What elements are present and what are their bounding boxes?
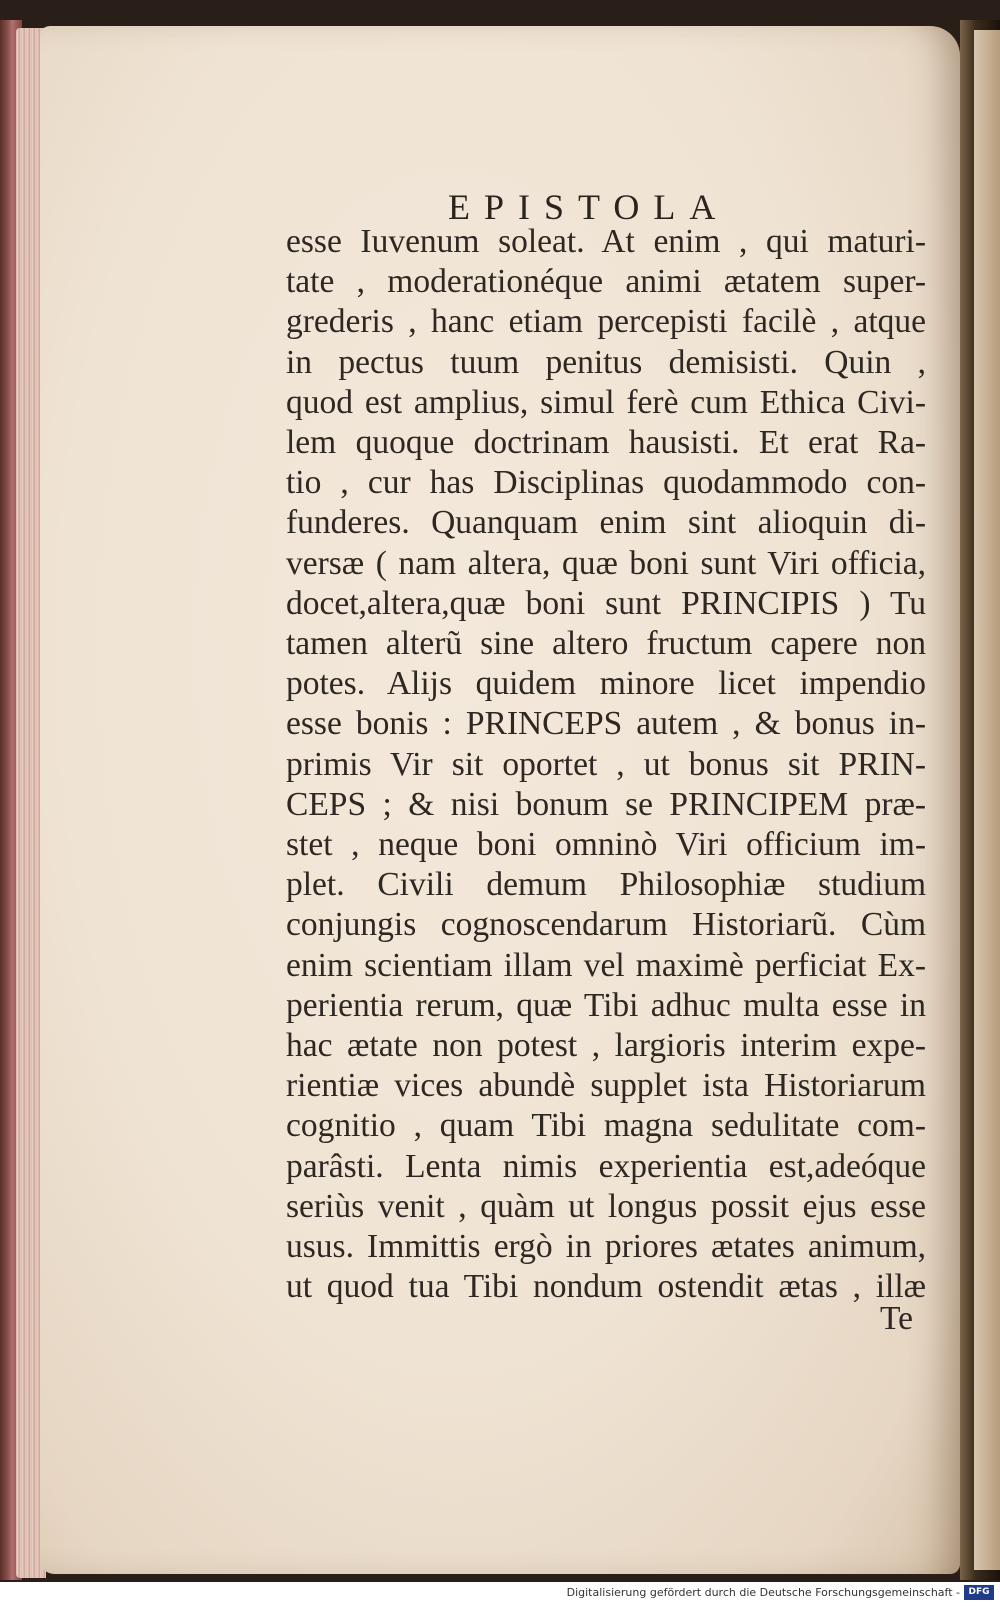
text-line: esse Iuvenum soleat. At enim , qui maturi- <box>286 223 926 260</box>
text-line: ut quod tua Tibi nondum ostendit ætas , illæ <box>286 1268 926 1306</box>
text-line: stet , neque boni omninò Viri officium im- <box>286 826 926 864</box>
text-line: plet. Civili demum Philosophiæ studium <box>286 866 926 904</box>
text-line: tamen alterũ sine altero fructum capere non <box>286 625 926 663</box>
text-line: in pectus tuum penitus demisisti. Quin , <box>286 343 926 381</box>
text-line: tate , moderationéque animi ætatem super- <box>286 263 926 301</box>
text-line: parâsti. Lenta nimis experientia est,adeóque <box>286 1147 926 1185</box>
page-body-text <box>286 222 926 1307</box>
digitization-footer <box>0 1582 1000 1606</box>
text-line: lem quoque doctrinam hausisti. Et erat Ra- <box>286 424 926 462</box>
text-line: CEPS ; & nisi bonum se PRINCIPEM præ- <box>286 785 926 823</box>
text-line: versæ ( nam altera, quæ boni sunt Viri officia, <box>286 544 926 582</box>
text-line: hac ætate non potest , largioris interim expe- <box>286 1027 926 1065</box>
text-line: enim scientiam illam vel maximè perficiat Ex- <box>286 946 926 984</box>
text-line: rientiæ vices abundè supplet ista Historiarum <box>286 1067 926 1105</box>
text-line: conjungis cognoscendarum Historiarũ. Cùm <box>286 906 926 944</box>
text-line: quod est amplius, simul ferè cum Ethica Civi- <box>286 383 926 421</box>
text-line: funderes. Quanquam enim sint alioquin di- <box>286 504 926 542</box>
text-line: primis Vir sit oportet , ut bonus sit PRIN- <box>286 745 926 783</box>
text-line: potes. Alijs quidem minore licet impendio <box>286 665 926 703</box>
text-line: cognitio , quam Tibi magna sedulitate com- <box>286 1107 926 1145</box>
text-line: esse bonis : PRINCEPS autem , & bonus in- <box>286 705 926 743</box>
dfg-logo-icon: DFG <box>964 1585 994 1600</box>
running-heading: EPISTOLA <box>448 187 730 227</box>
text-line: perientia rerum, quæ Tibi adhuc multa esse in <box>286 986 926 1024</box>
funding-credit: Digitalisierung gefördert durch die Deutsche Forschungsgemeinschaft - <box>566 1586 960 1599</box>
text-line: seriùs venit , quàm ut longus possit ejus esse <box>286 1187 926 1225</box>
text-line: docet,altera,quæ boni sunt PRINCIPIS ) Tu <box>286 584 926 622</box>
text-line: grederis , hanc etiam percepisti facilè , atque <box>286 303 926 341</box>
catchword: Te <box>880 1300 913 1337</box>
next-page-edge <box>974 30 1000 1570</box>
text-line: usus. Immittis ergò in priores ætates animum, <box>286 1228 926 1266</box>
text-line: tio , cur has Disciplinas quodammodo con- <box>286 464 926 502</box>
